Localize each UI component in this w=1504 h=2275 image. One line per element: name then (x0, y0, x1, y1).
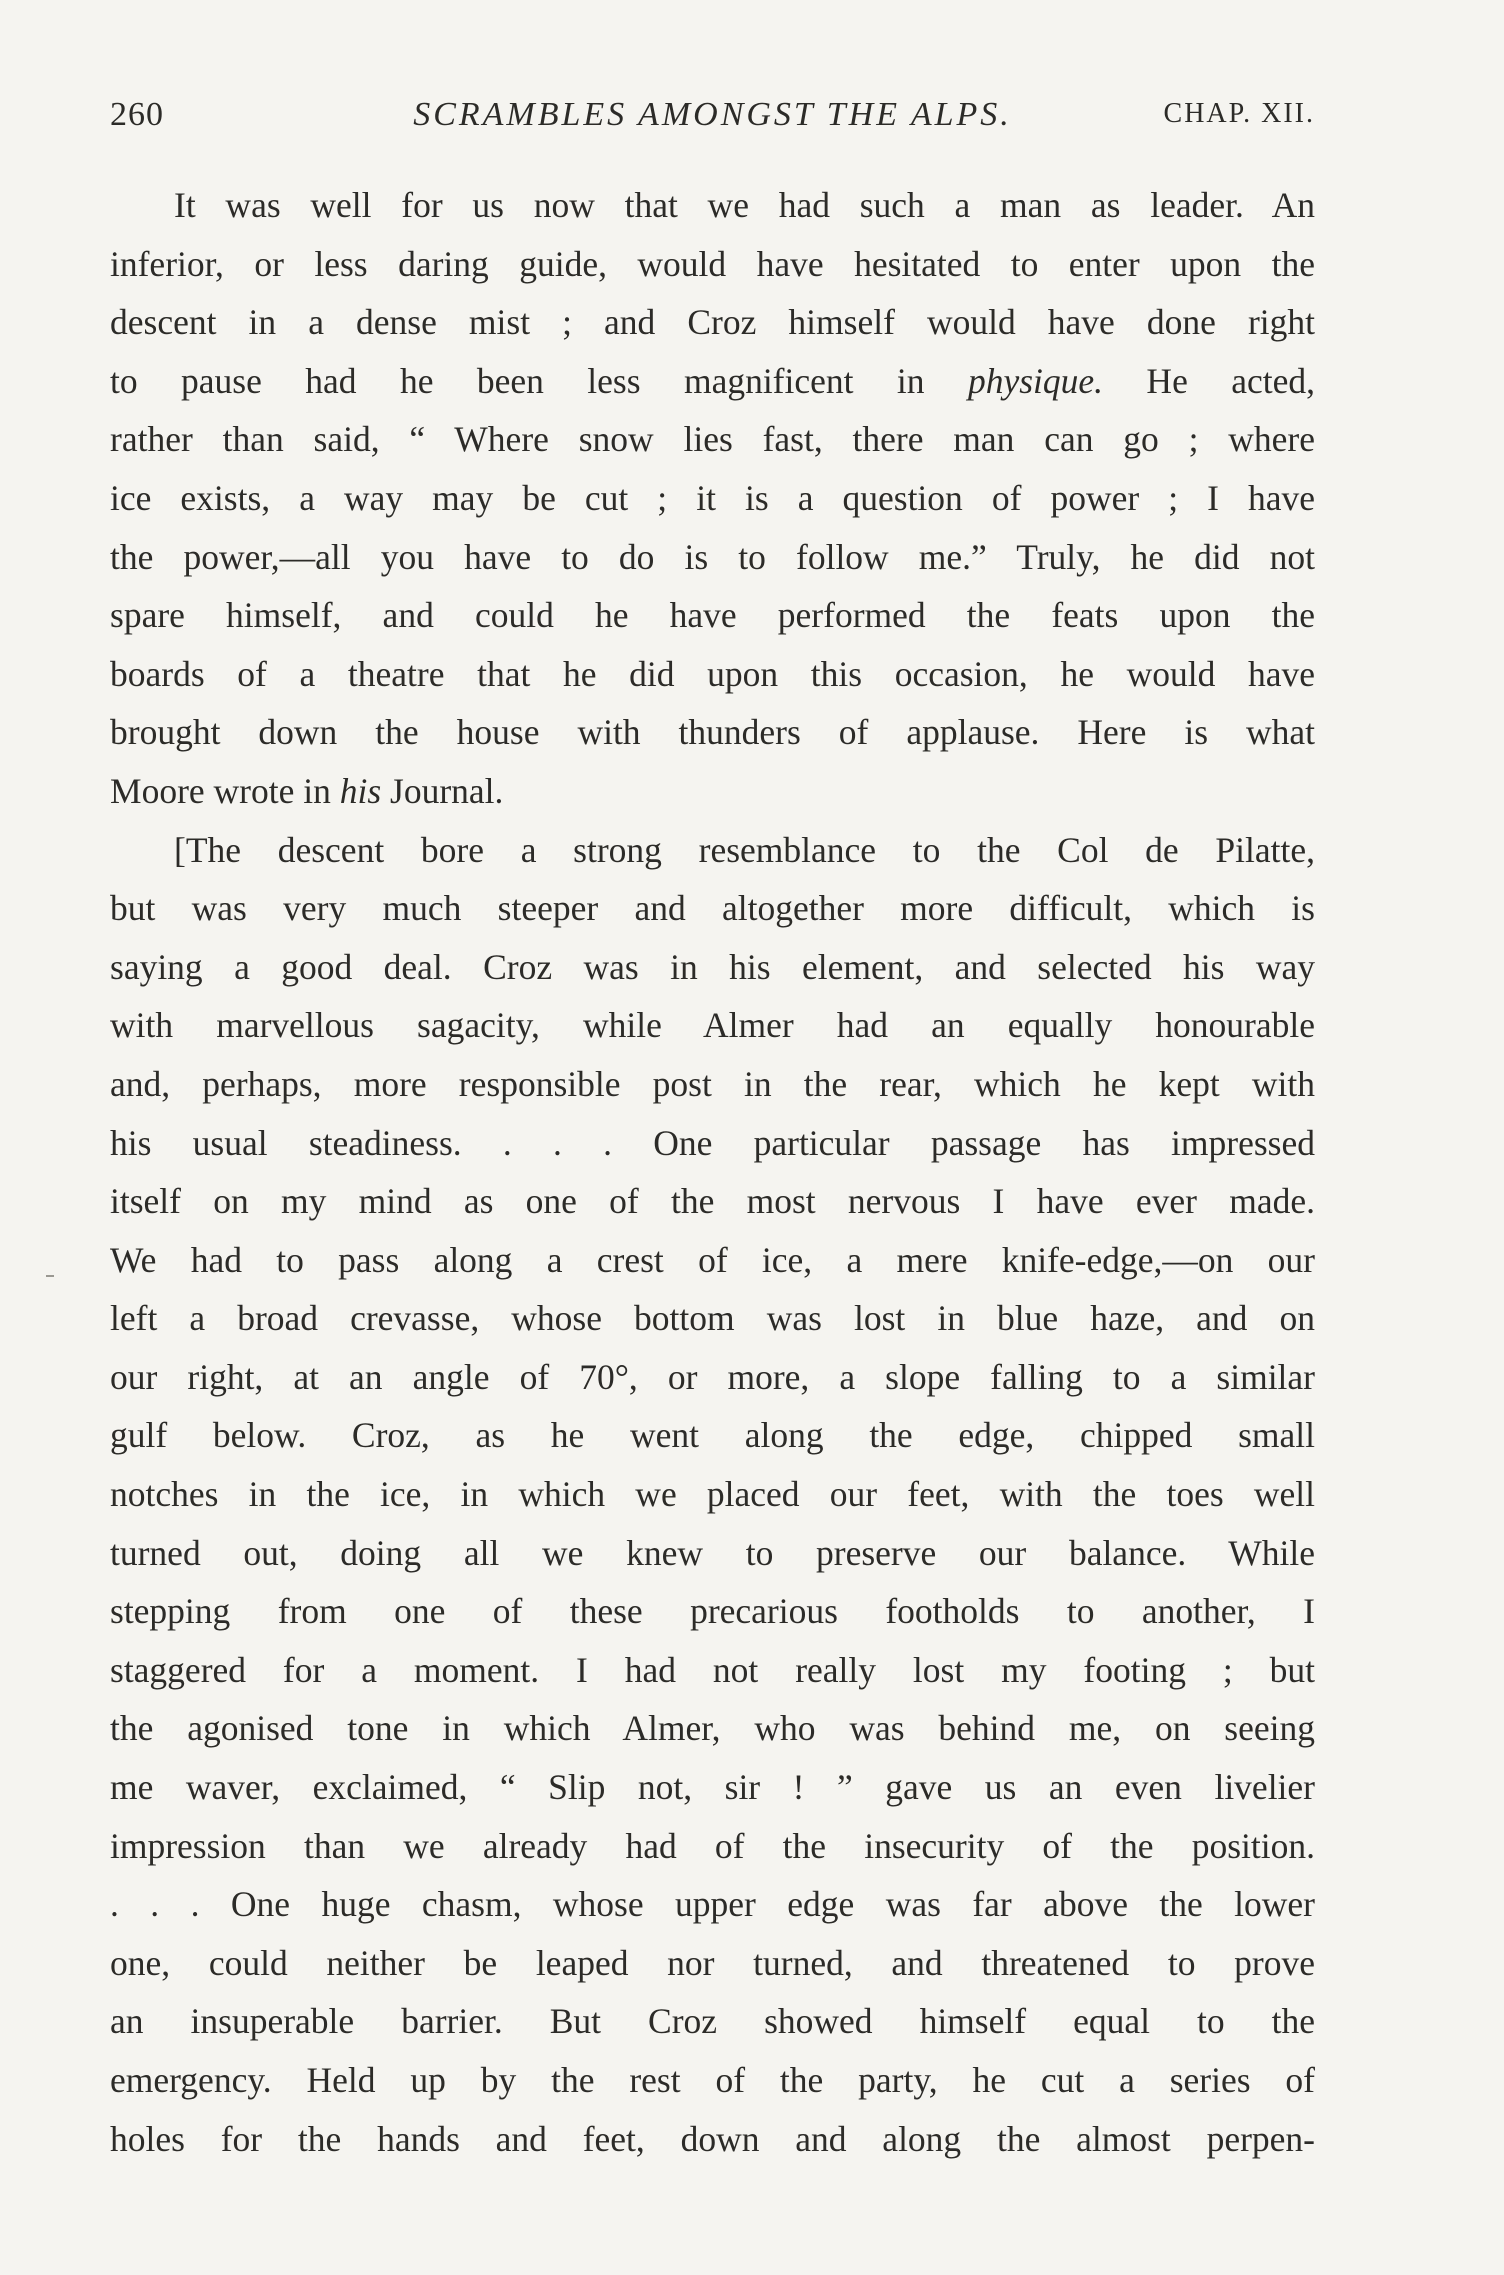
text-line: but was very much steeper and altogether more difficult, which is (110, 888, 1315, 929)
chapter-label: CHAP. XII. (1163, 98, 1315, 129)
text-line: We had to pass along a crest of ice, a mere knife-edge,—on our (110, 1239, 1315, 1280)
text-run: to pause had he been less magnificent in (110, 360, 968, 401)
paragraph (110, 821, 1315, 2169)
page-number: 260 (110, 96, 164, 133)
italic-word: his (339, 770, 382, 811)
text-line: stepping from one of these precarious footholds to another, I (110, 1591, 1315, 1632)
text-line (110, 762, 1315, 821)
text-line: with marvellous sagacity, while Almer had an equally honourable (110, 1005, 1315, 1046)
text-line: and, perhaps, more responsible post in the rear, which he kept with (110, 1063, 1315, 1104)
paragraph (110, 176, 1315, 821)
text-line: staggered for a moment. I had not really lost my footing ; but (110, 1649, 1315, 1690)
running-head (110, 96, 1315, 144)
text-line: . . . One huge chasm, whose upper edge was far above the lower (110, 1884, 1315, 1925)
text-line: the agonised tone in which Almer, who was behind me, on seeing (110, 1708, 1315, 1749)
margin-mark (46, 1275, 54, 1277)
text-line: itself on my mind as one of the most nervous I have ever made. (110, 1181, 1315, 1222)
text-line: ice exists, a way may be cut ; it is a question of power ; I have (110, 477, 1315, 518)
text-line: It was well for us now that we had such a man as leader. An (174, 185, 1315, 225)
text-line: spare himself, and could he have performed the feats upon the (110, 595, 1315, 636)
text-line: me waver, exclaimed, “ Slip not, sir ! ” gave us an even livelier (110, 1767, 1315, 1808)
text-line: rather than said, “ Where snow lies fast, there man can go ; where (110, 419, 1315, 460)
text-line: his usual steadiness. . . . One particular passage has impressed (110, 1122, 1315, 1163)
text-line: impression than we already had of the insecurity of the position. (110, 1825, 1315, 1866)
text-line: our right, at an angle of 70°, or more, a slope falling to a similar (110, 1356, 1315, 1397)
text-line: boards of a theatre that he did upon this occasion, he would have (110, 653, 1315, 694)
text-line: descent in a dense mist ; and Croz himself would have done right (110, 302, 1315, 343)
text-line: notches in the ice, in which we placed our feet, with the toes well (110, 1474, 1315, 1515)
text-line: saying a good deal. Croz was in his element, and selected his way (110, 946, 1315, 987)
text-line: inferior, or less daring guide, would have hesitated to enter upon the (110, 243, 1315, 284)
text-run: Journal. (381, 770, 504, 811)
text-line: the power,—all you have to do is to follow me.” Truly, he did not (110, 536, 1315, 577)
text-line: gulf below. Croz, as he went along the edge, chipped small (110, 1415, 1315, 1456)
text-run: He acted, (1103, 360, 1315, 401)
italic-word: physique. (967, 360, 1104, 401)
text-line: holes for the hands and feet, down and along the almost perpen- (110, 2118, 1315, 2159)
text-line: an insuperable barrier. But Croz showed himself equal to the (110, 2001, 1315, 2042)
text-line: one, could neither be leaped nor turned, and threatened to prove (110, 1942, 1315, 1983)
book-title: SCRAMBLES AMONGST THE ALPS. (413, 96, 1012, 133)
body-text (110, 176, 1315, 2168)
text-line (110, 352, 1315, 411)
text-run: Moore wrote in (110, 770, 340, 811)
text-line: brought down the house with thunders of applause. Here is what (110, 712, 1315, 753)
text-line: turned out, doing all we knew to preserve our balance. While (110, 1532, 1315, 1573)
text-line: emergency. Held up by the rest of the party, he cut a series of (110, 2060, 1315, 2100)
text-line: [The descent bore a strong resemblance to the Col de Pilatte, (174, 829, 1315, 870)
text-line: left a broad crevasse, whose bottom was lost in blue haze, and on (110, 1298, 1315, 1339)
